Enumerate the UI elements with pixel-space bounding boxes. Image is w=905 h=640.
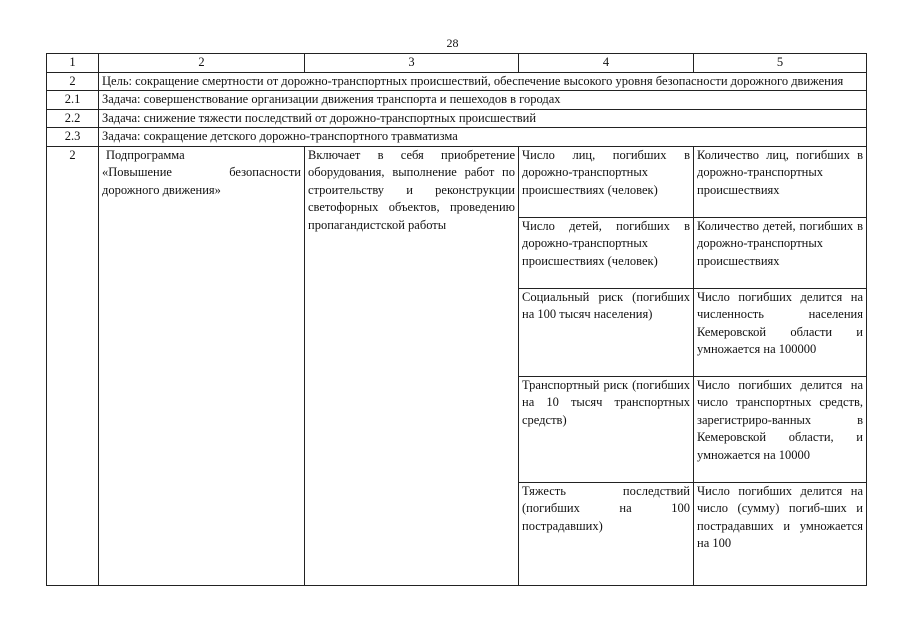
goal-row bbox=[47, 72, 867, 91]
program-name-rest: «Повышение безопасности дорожного движения» bbox=[102, 165, 301, 197]
task-number: 2.2 bbox=[47, 109, 99, 128]
header-col-4: 4 bbox=[519, 54, 694, 73]
task-number: 2.3 bbox=[47, 128, 99, 147]
indicator-method: Количество лиц, погибших в дорожно-транспортных происшествиях bbox=[694, 146, 867, 217]
task-text: Задача: сокращение детского дорожно-транспортного травматизма bbox=[99, 128, 867, 147]
header-row bbox=[47, 54, 867, 73]
indicator-method: Число погибших делится на число (сумму) погиб-ших и пострадавших и умножается на 100 bbox=[694, 482, 867, 585]
task-text: Задача: снижение тяжести последствий от дорожно-транспортных происшествий bbox=[99, 109, 867, 128]
program-name-cell bbox=[99, 146, 305, 585]
program-table bbox=[46, 53, 867, 586]
program-row bbox=[47, 146, 867, 217]
indicator-name: Число детей, погибших в дорожно-транспортных происшествиях (человек) bbox=[519, 217, 694, 288]
header-col-5: 5 bbox=[694, 54, 867, 73]
task-row bbox=[47, 109, 867, 128]
indicator-name: Число лиц, погибших в дорожно-транспортных происшествиях (человек) bbox=[519, 146, 694, 217]
program-name-line1: Подпрограмма bbox=[106, 147, 185, 162]
indicator-name: Тяжесть последствий (погибших на 100 пострадавших) bbox=[519, 482, 694, 585]
program-number: 2 bbox=[47, 146, 99, 585]
goal-text: Цель: сокращение смертности от дорожно-транспортных происшествий, обеспечение высокого уровня безопасности дорожного движения bbox=[99, 72, 867, 91]
page-number: 28 bbox=[446, 36, 459, 50]
program-description: Включает в себя приобретение оборудования, выполнение работ по строительству и реконструкции светофорных объектов, проведению пропагандистской работы bbox=[305, 146, 519, 585]
task-row bbox=[47, 91, 867, 110]
goal-number: 2 bbox=[47, 72, 99, 91]
indicator-name: Социальный риск (погибших на 100 тысяч населения) bbox=[519, 288, 694, 376]
indicator-method: Количество детей, погибших в дорожно-транспортных происшествиях bbox=[694, 217, 867, 288]
header-col-1: 1 bbox=[47, 54, 99, 73]
indicator-method: Число погибших делится на число транспортных средств, зарегистриро-ванных в Кемеровской области, и умножается на 10000 bbox=[694, 376, 867, 482]
header-col-2: 2 bbox=[99, 54, 305, 73]
task-number: 2.1 bbox=[47, 91, 99, 110]
indicator-method: Число погибших делится на численность населения Кемеровской области и умножается на 100000 bbox=[694, 288, 867, 376]
task-row bbox=[47, 128, 867, 147]
task-text: Задача: совершенствование организации движения транспорта и пешеходов в городах bbox=[99, 91, 867, 110]
indicator-name: Транспортный риск (погибших на 10 тысяч транспортных средств) bbox=[519, 376, 694, 482]
header-col-3: 3 bbox=[305, 54, 519, 73]
